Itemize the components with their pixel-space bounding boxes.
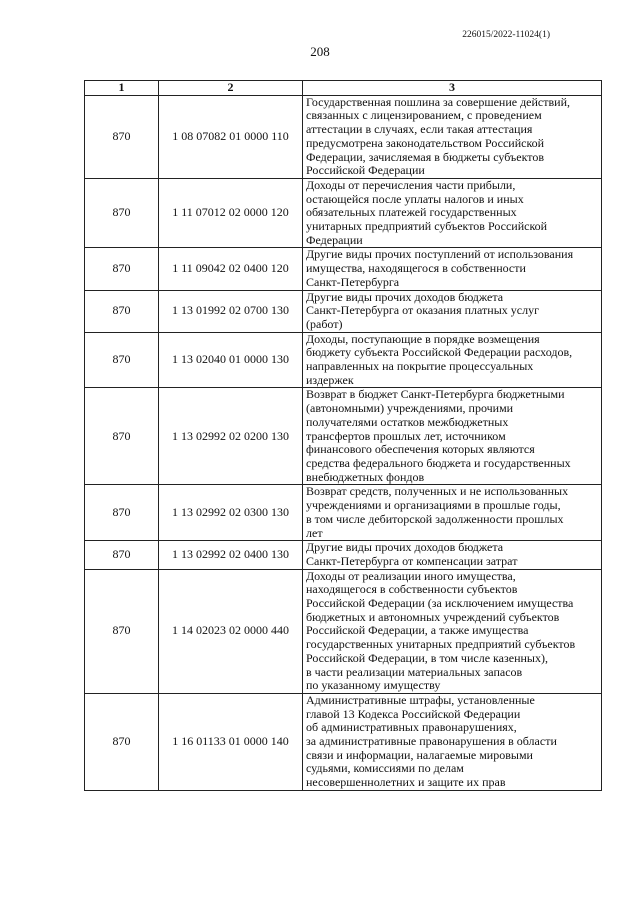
description-line: Российской Федерации, в том числе казенных), — [306, 650, 548, 665]
budget-code-cell: 1 14 02023 02 0000 440 — [159, 569, 303, 693]
description-line: финансового обеспечения которых являются — [306, 442, 535, 457]
document-id: 226015/2022-11024(1) — [462, 30, 550, 40]
description-cell — [303, 485, 602, 541]
table-row — [85, 332, 602, 388]
budget-code-cell: 1 16 01133 01 0000 140 — [159, 693, 303, 790]
description-line: унитарных предприятий субъектов Российской — [306, 219, 548, 234]
table-row — [85, 388, 602, 485]
description-cell — [303, 248, 602, 290]
description-line: Санкт-Петербурга от компенсации затрат — [306, 553, 518, 568]
description-line: Федерации — [306, 232, 363, 247]
table-header-row — [85, 81, 602, 96]
description-line: Федерации, зачисляемая в бюджеты субъектов — [306, 149, 545, 164]
description-line: имущества, находящегося в собственности — [306, 261, 526, 276]
description-cell — [303, 693, 602, 790]
description-line: направленных на покрытие процессуальных — [306, 359, 534, 374]
description-line: Доходы от перечисления части прибыли, — [306, 177, 516, 192]
description-line: главой 13 Кодекса Российской Федерации — [306, 706, 521, 721]
page-number: 208 — [310, 44, 330, 59]
budget-code-cell: 1 13 01992 02 0700 130 — [159, 290, 303, 332]
description-line: бюджетных и автономных учреждений субъектов — [306, 609, 560, 624]
description-line: Доходы от реализации иного имущества, — [306, 568, 516, 583]
budget-classification-table — [84, 80, 602, 791]
description-cell — [303, 388, 602, 485]
description-line: остающейся после уплаты налогов и иных — [306, 191, 524, 206]
budget-code-cell: 1 13 02992 02 0200 130 — [159, 388, 303, 485]
description-line: (работ) — [306, 316, 343, 331]
description-line: Доходы, поступающие в порядке возмещения — [306, 331, 540, 346]
description-cell — [303, 290, 602, 332]
description-line: (автономными) учреждениями, прочими — [306, 401, 514, 416]
description-line: Административные штрафы, установленные — [306, 692, 535, 707]
description-cell — [303, 332, 602, 388]
description-line: в части реализации материальных запасов — [306, 664, 523, 679]
table-body — [85, 95, 602, 790]
admin-code-cell: 870 — [85, 388, 159, 485]
table-row — [85, 693, 602, 790]
description-line: в том числе дебиторской задолженности прошлых — [306, 511, 564, 526]
description-line: аттестации в случаях, если такая аттестация — [306, 122, 533, 137]
description-line: получателями остатков межбюджетных — [306, 414, 509, 429]
budget-code-cell: 1 13 02040 01 0000 130 — [159, 332, 303, 388]
description-line: Российской Федерации — [306, 163, 425, 178]
column-header-2: 2 — [159, 81, 303, 96]
admin-code-cell: 870 — [85, 290, 159, 332]
budget-code-cell: 1 08 07082 01 0000 110 — [159, 95, 303, 178]
admin-code-cell: 870 — [85, 332, 159, 388]
description-line: несовершеннолетних и защите их прав — [306, 775, 506, 790]
description-line: судьями, комиссиями по делам — [306, 761, 464, 776]
description-line: бюджету субъекта Российской Федерации расходов, — [306, 345, 573, 360]
admin-code-cell: 870 — [85, 248, 159, 290]
table-row — [85, 95, 602, 178]
description-line: издержек — [306, 372, 354, 387]
table-row — [85, 485, 602, 541]
description-line: Санкт-Петербурга — [306, 274, 400, 289]
admin-code-cell: 870 — [85, 95, 159, 178]
description-cell — [303, 95, 602, 178]
description-line: средства федерального бюджета и государственных — [306, 455, 571, 470]
description-line: трансфертов прошлых лет, источником — [306, 428, 506, 443]
description-line: Возврат в бюджет Санкт-Петербурга бюджетными — [306, 387, 565, 402]
table-row — [85, 248, 602, 290]
description-line: Государственная пошлина за совершение действий, — [306, 94, 571, 109]
description-line: государственных унитарных предприятий субъектов — [306, 637, 576, 652]
table-row — [85, 541, 602, 569]
description-line: Другие виды прочих поступлений от использования — [306, 247, 574, 262]
budget-code-cell: 1 11 09042 02 0400 120 — [159, 248, 303, 290]
description-line: Возврат средств, полученных и не использованных — [306, 484, 569, 499]
table-row — [85, 569, 602, 693]
description-line: об административных правонарушениях, — [306, 720, 517, 735]
budget-code-cell: 1 13 02992 02 0400 130 — [159, 541, 303, 569]
budget-code-cell: 1 11 07012 02 0000 120 — [159, 178, 303, 248]
description-line: учреждениями и организациями в прошлые годы, — [306, 498, 561, 513]
description-cell — [303, 569, 602, 693]
table-row — [85, 178, 602, 248]
description-line: обязательных платежей государственных — [306, 205, 517, 220]
description-line: за административные правонарушения в области — [306, 734, 557, 749]
admin-code-cell: 870 — [85, 693, 159, 790]
description-line: связанных с лицензированием, с проведением — [306, 108, 542, 123]
budget-code-cell: 1 13 02992 02 0300 130 — [159, 485, 303, 541]
description-line: предусмотрена законодательством Российской — [306, 135, 545, 150]
description-line: связи и информации, налагаемые мировыми — [306, 747, 533, 762]
description-cell — [303, 541, 602, 569]
description-line: Российской Федерации (за исключением имущества — [306, 596, 574, 611]
description-cell — [303, 178, 602, 248]
table-row — [85, 290, 602, 332]
admin-code-cell: 870 — [85, 178, 159, 248]
admin-code-cell: 870 — [85, 541, 159, 569]
admin-code-cell: 870 — [85, 569, 159, 693]
description-line: лет — [306, 525, 323, 540]
description-line: Другие виды прочих доходов бюджета — [306, 289, 504, 304]
description-line: по указанному имуществу — [306, 678, 441, 693]
description-line: Санкт-Петербурга от оказания платных услуг — [306, 303, 540, 318]
admin-code-cell: 870 — [85, 485, 159, 541]
description-line: Российской Федерации, а также имущества — [306, 623, 529, 638]
description-line: находящегося в собственности субъектов — [306, 582, 518, 597]
description-line: Другие виды прочих доходов бюджета — [306, 540, 504, 555]
column-header-1: 1 — [85, 81, 159, 96]
column-header-3: 3 — [303, 81, 602, 96]
description-line: внебюджетных фондов — [306, 469, 425, 484]
